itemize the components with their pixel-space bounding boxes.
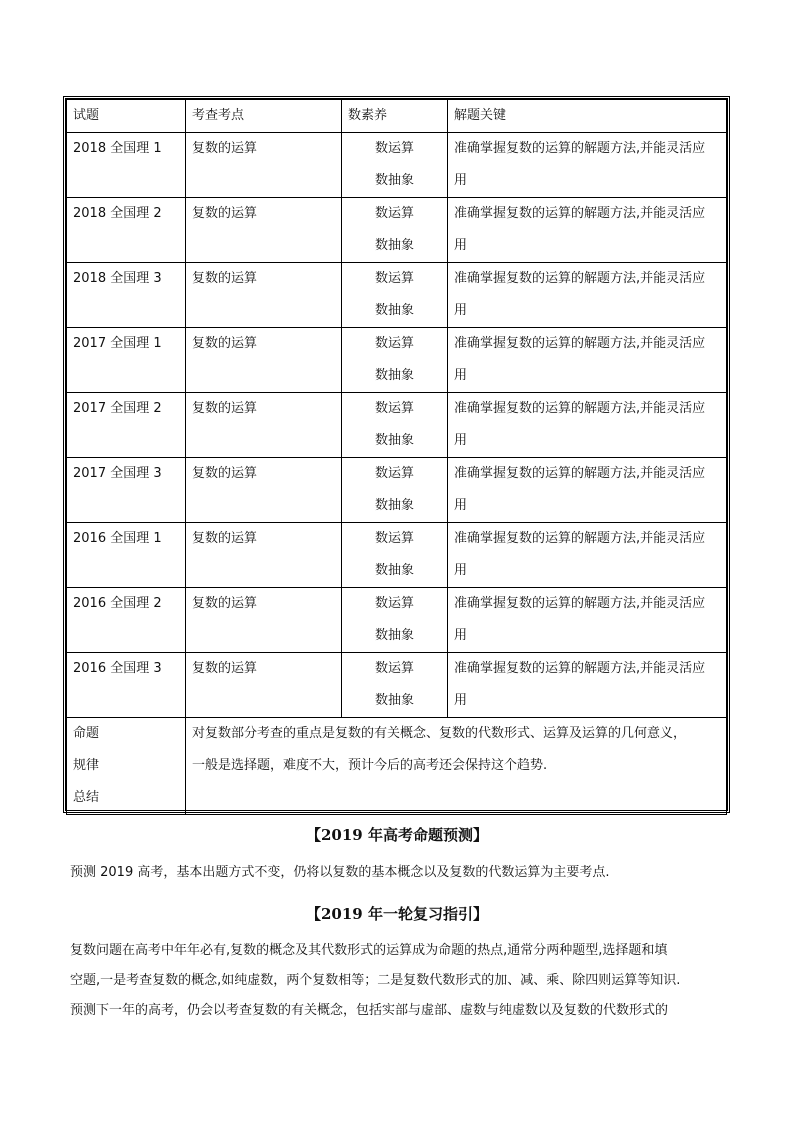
key-cell-line: 用 [454,628,468,643]
table-row [67,328,727,393]
key-cell-line: 准确掌握复数的运算的解题方法,并能灵活应 [454,336,706,351]
exam-cell [67,133,186,198]
key-cell-line: 准确掌握复数的运算的解题方法,并能灵活应 [454,401,706,416]
summary-label-line: 总结 [73,790,100,805]
summary-text-line: 对复数部分考查的重点是复数的有关概念、复数的代数形式、运算及运算的几何意义， [192,726,687,741]
literacy-cell [342,588,448,653]
exam-cell-line: 2016 全国理 2 [73,596,162,611]
literacy-cell-line: 数运算 [374,596,414,611]
topic-cell [186,198,342,263]
literacy-cell-line: 数运算 [374,141,414,156]
literacy-cell [342,328,448,393]
section-title-prediction: 【2019 年高考命题预测】 [306,826,488,844]
review-guide-line: 复数问题在高考中年年必有,复数的概念及其代数形式的运算成为命题的热点,通常分两种题型,选择题和填 [70,943,668,958]
key-cell-line: 用 [454,498,468,513]
topic-cell-line: 复数的运算 [192,401,258,416]
summary-label [67,718,186,815]
topic-cell-line: 复数的运算 [192,596,258,611]
summary-text-line: 一般是选择题，难度不大，预计今后的高考还会保持这个趋势. [192,758,548,773]
topic-cell-line: 复数的运算 [192,336,258,351]
header-exam: 试题 [67,100,186,133]
literacy-cell-line: 数抽象 [374,693,414,708]
review-guide-line: 空题,一是考查复数的概念,如纯虚数，两个复数相等；二是复数代数形式的加、减、乘、除四则运算等知识. [70,973,681,988]
table-row [67,588,727,653]
literacy-cell-line: 数运算 [374,206,414,221]
exam-cell [67,393,186,458]
literacy-cell [342,458,448,523]
literacy-cell-line: 数抽象 [374,368,414,383]
review-guide-text [70,936,730,1026]
table-row [67,198,727,263]
literacy-cell [342,393,448,458]
key-cell [448,458,727,523]
summary-text [186,718,727,815]
exam-cell-line: 2017 全国理 1 [73,336,162,351]
literacy-cell-line: 数抽象 [374,628,414,643]
key-cell [448,523,727,588]
key-cell-line: 用 [454,693,468,708]
key-cell-line: 准确掌握复数的运算的解题方法,并能灵活应 [454,141,706,156]
prediction-text: 预测 2019 高考，基本出题方式不变，仍将以复数的基本概念以及复数的代数运算为主要考点. [70,865,610,880]
topic-cell-line: 复数的运算 [192,206,258,221]
review-guide-line: 预测下一年的高考，仍会以考查复数的有关概念，包括实部与虚部、虚数与纯虚数以及复数的代数形式的 [70,1003,669,1018]
key-cell [448,393,727,458]
exam-cell [67,523,186,588]
header-literacy: 数素养 [342,100,448,133]
key-cell [448,588,727,653]
exam-cell-line: 2018 全国理 2 [73,206,162,221]
key-cell [448,198,727,263]
key-cell-line: 准确掌握复数的运算的解题方法,并能灵活应 [454,596,706,611]
key-cell-line: 准确掌握复数的运算的解题方法,并能灵活应 [454,271,706,286]
exam-analysis-table [63,96,730,813]
literacy-cell [342,523,448,588]
literacy-cell-line: 数运算 [374,466,414,481]
key-cell-line: 准确掌握复数的运算的解题方法,并能灵活应 [454,206,706,221]
literacy-cell-line: 数抽象 [374,563,414,578]
exam-cell-line: 2016 全国理 1 [73,531,162,546]
header-topic: 考查考点 [186,100,342,133]
topic-cell [186,328,342,393]
key-cell-line: 准确掌握复数的运算的解题方法,并能灵活应 [454,531,706,546]
key-cell-line: 用 [454,368,468,383]
table-row [67,458,727,523]
literacy-cell-line: 数抽象 [374,173,414,188]
literacy-cell [342,198,448,263]
topic-cell [186,458,342,523]
exam-cell [67,198,186,263]
exam-cell [67,328,186,393]
topic-cell-line: 复数的运算 [192,661,258,676]
literacy-cell [342,263,448,328]
literacy-cell-line: 数抽象 [374,433,414,448]
table [66,99,727,815]
topic-cell [186,523,342,588]
table-row [67,393,727,458]
literacy-cell-line: 数运算 [374,401,414,416]
literacy-cell-line: 数运算 [374,661,414,676]
table-header-row [67,100,727,133]
summary-label-line: 命题 [73,726,100,741]
literacy-cell-line: 数运算 [374,271,414,286]
topic-cell [186,653,342,718]
exam-cell-line: 2018 全国理 1 [73,141,162,156]
key-cell-line: 用 [454,238,468,253]
exam-cell-line: 2017 全国理 2 [73,401,162,416]
literacy-cell-line: 数抽象 [374,238,414,253]
exam-cell-line: 2018 全国理 3 [73,271,162,286]
literacy-cell [342,133,448,198]
key-cell [448,328,727,393]
topic-cell [186,133,342,198]
literacy-cell-line: 数抽象 [374,498,414,513]
literacy-cell [342,653,448,718]
literacy-cell-line: 数运算 [374,531,414,546]
literacy-cell-line: 数抽象 [374,303,414,318]
key-cell [448,133,727,198]
key-cell-line: 准确掌握复数的运算的解题方法,并能灵活应 [454,466,706,481]
header-key: 解题关键 [448,100,727,133]
topic-cell [186,263,342,328]
key-cell-line: 用 [454,433,468,448]
key-cell-line: 用 [454,563,468,578]
literacy-cell-line: 数运算 [374,336,414,351]
key-cell-line: 用 [454,303,468,318]
topic-cell [186,588,342,653]
topic-cell [186,393,342,458]
exam-cell [67,458,186,523]
exam-cell [67,263,186,328]
exam-cell-line: 2017 全国理 3 [73,466,162,481]
exam-cell [67,588,186,653]
table-row [67,133,727,198]
summary-row [67,718,727,815]
table-row [67,653,727,718]
table-row [67,263,727,328]
exam-cell [67,653,186,718]
topic-cell-line: 复数的运算 [192,531,258,546]
key-cell-line: 准确掌握复数的运算的解题方法,并能灵活应 [454,661,706,676]
summary-label-line: 规律 [73,758,100,773]
exam-cell-line: 2016 全国理 3 [73,661,162,676]
key-cell-line: 用 [454,173,468,188]
section-title-review-guide: 【2019 年一轮复习指引】 [306,905,488,923]
topic-cell-line: 复数的运算 [192,141,258,156]
key-cell [448,653,727,718]
topic-cell-line: 复数的运算 [192,271,258,286]
table-row [67,523,727,588]
key-cell [448,263,727,328]
topic-cell-line: 复数的运算 [192,466,258,481]
